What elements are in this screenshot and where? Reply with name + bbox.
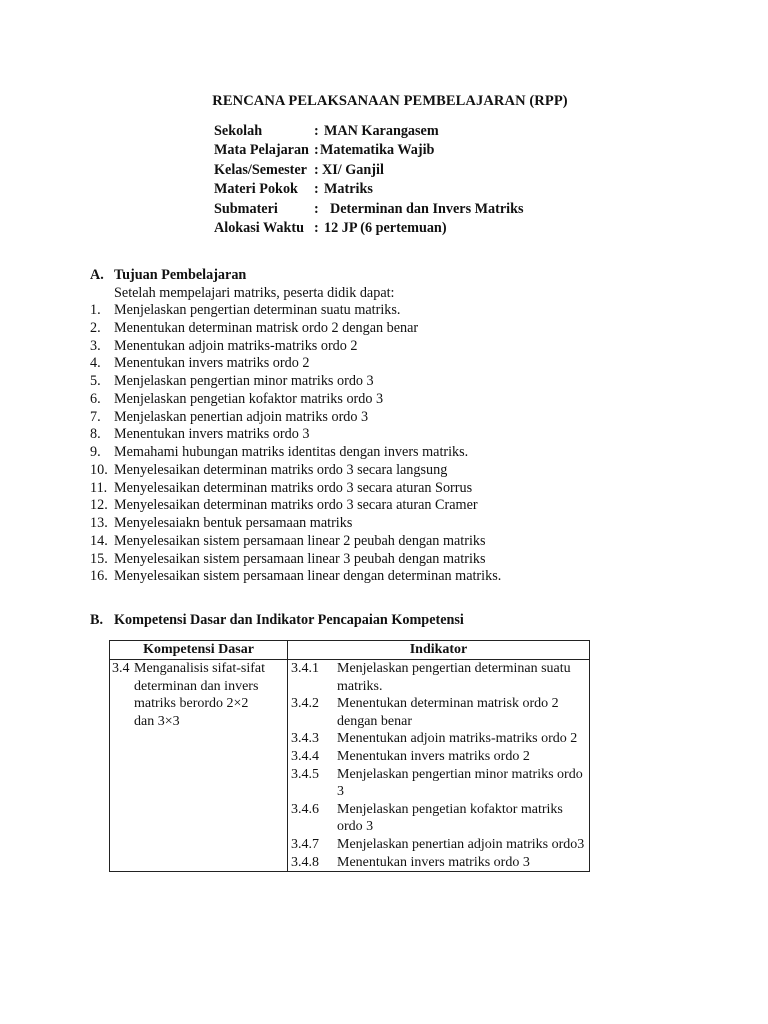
indicator-item: [291, 730, 585, 748]
list-item-number: 16.: [90, 568, 108, 585]
indicator-item: [291, 801, 585, 836]
indicator-code: 3.4.2: [291, 696, 319, 712]
list-item-number: 13.: [90, 515, 108, 531]
list-item-text: Menentukan invers matriks ordo 3: [114, 426, 310, 443]
meta-label: Materi Pokok: [214, 181, 298, 198]
list-item-number: 9.: [90, 444, 101, 460]
meta-label: Sekolah: [214, 123, 263, 139]
indicator-text: Menjelaskan pengertian determinan suatu matriks.: [337, 661, 571, 694]
list-item: [90, 391, 730, 409]
indicator-code: 3.4.4: [291, 748, 319, 764]
meta-label: Alokasi Waktu: [214, 219, 305, 236]
section-letter: A.: [90, 267, 104, 283]
list-item: [90, 373, 730, 391]
list-item-text: Menentukan adjoin matriks-matriks ordo 2: [114, 337, 358, 354]
list-item-text: Menentukan determinan matrisk ordo 2 dengan benar: [114, 319, 419, 336]
document-title: RENCANA PELAKSANAAN PEMBELAJARAN (RPP): [212, 93, 568, 109]
list-item-text: Memahami hubungan matriks identitas dengan invers matriks.: [114, 444, 469, 460]
list-item-text: Menyelesaikan sistem persamaan linear 2 peubah dengan matriks: [114, 532, 486, 549]
meta-row-subtopic: Submateri : Determinan dan Invers Matriks: [214, 200, 524, 219]
meta-row-class: Kelas/Semester : XI/ Ganjil: [214, 161, 524, 180]
indicator-text: Menentukan adjoin matriks-matriks ordo 2: [337, 731, 578, 747]
list-item-number: 11.: [90, 479, 108, 496]
list-item-text: Menyelesaiakn bentuk persamaan matriks: [114, 515, 353, 531]
list-item: [90, 480, 730, 498]
list-item-text: Menentukan invers matriks ordo 2: [114, 355, 310, 372]
table-row: [110, 660, 590, 872]
meta-value: MAN Karangasem: [324, 123, 439, 139]
competency-code: 3.4: [112, 661, 130, 676]
section-title: Kompetensi Dasar dan Indikator Pencapaian Kompetensi: [114, 612, 464, 628]
section-heading: [90, 611, 730, 629]
meta-value: XI/ Ganjil: [322, 161, 384, 178]
list-item-number: 8.: [90, 426, 101, 443]
indicator-code: 3.4.8: [291, 854, 319, 870]
meta-value: Matematika Wajib: [320, 142, 435, 159]
list-item-text: Menjelaskan pengertian determinan suatu matriks.: [114, 302, 401, 318]
list-item-text: Menyelesaikan sistem persamaan linear dengan determinan matriks.: [114, 568, 502, 585]
meta-row-topic: Materi Pokok : Matriks: [214, 180, 524, 199]
section-title: Tujuan Pembelajaran: [114, 267, 247, 283]
list-item: [90, 444, 730, 462]
list-item: [90, 462, 730, 480]
list-item-number: 6.: [90, 390, 101, 407]
indicator-item: [291, 854, 585, 872]
indicator-text: Menentukan invers matriks ordo 3: [337, 854, 530, 870]
competency-text-line: Menganalisis sifat-sifat: [134, 661, 266, 676]
competency-cell: [110, 660, 288, 872]
list-item-number: 1.: [90, 302, 101, 318]
list-item: [90, 497, 730, 515]
meta-row-subject: Mata Pelajaran : Matematika Wajib: [214, 141, 524, 160]
list-item-number: 15.: [90, 550, 108, 567]
section-intro: Setelah mempelajari matriks, peserta didik dapat:: [114, 285, 395, 301]
meta-value: Matriks: [324, 181, 373, 198]
indicator-code: 3.4.3: [291, 731, 319, 747]
indicator-code: 3.4.7: [291, 836, 319, 852]
indicator-text: Menjelaskan pengertian minor matriks ordo 3: [337, 766, 583, 800]
list-item: [90, 533, 730, 551]
indicator-code: 3.4.6: [291, 801, 319, 817]
indicator-item: [291, 660, 585, 695]
indicator-text: Menentukan invers matriks ordo 2: [337, 748, 530, 764]
indicator-text: Menjelaskan penertian adjoin matriks ordo3: [337, 836, 585, 852]
list-item: [90, 551, 730, 569]
indicator-text: Menentukan determinan matrisk ordo 2 dengan benar: [337, 696, 559, 729]
meta-row-school: Sekolah : MAN Karangasem: [214, 122, 524, 141]
meta-label: Submateri: [214, 200, 278, 217]
section-heading: [90, 266, 730, 284]
meta-value: Determinan dan Invers Matriks: [330, 200, 524, 217]
indicator-item: [291, 695, 585, 730]
indicator-item: [291, 766, 585, 801]
objectives-list: [90, 302, 730, 586]
list-item-number: 12.: [90, 497, 108, 514]
indicator-list: [288, 660, 589, 871]
column-header-indicator: Indikator: [288, 641, 590, 660]
list-item-text: Menjelaskan pengertian minor matriks ordo 3: [114, 373, 374, 389]
indicator-text: Menjelaskan pengetian kofaktor matriks ordo 3: [337, 801, 563, 835]
list-item: [90, 302, 730, 320]
competency-text-line: matriks berordo 2×2: [134, 696, 249, 712]
list-item: [90, 515, 730, 533]
list-item: [90, 426, 730, 444]
indicator-cell: [288, 660, 590, 872]
list-item: [90, 338, 730, 356]
list-item-text: Menjelaskan pengetian kofaktor matriks ordo 3: [114, 390, 384, 407]
competency-text-line: determinan dan invers: [134, 678, 259, 694]
list-item: [90, 568, 730, 586]
indicator-item: [291, 836, 585, 854]
lesson-meta: [214, 122, 524, 238]
section-letter: B.: [90, 612, 104, 628]
list-item-number: 14.: [90, 532, 108, 549]
competency-table: [109, 640, 590, 872]
list-item: [90, 320, 730, 338]
list-item-number: 2.: [90, 319, 101, 336]
meta-value: 12 JP (6 pertemuan): [324, 219, 447, 236]
competency-text-line: dan 3×3: [134, 713, 180, 729]
column-header-competency: Kompetensi Dasar: [110, 641, 288, 660]
list-item-number: 5.: [90, 373, 101, 389]
list-item-number: 4.: [90, 355, 101, 372]
indicator-code: 3.4.1: [291, 661, 319, 676]
section-competencies: [90, 611, 730, 629]
list-item: [90, 409, 730, 427]
list-item-text: Menyelesaikan sistem persamaan linear 3 peubah dengan matriks: [114, 550, 486, 567]
meta-label: Kelas/Semester: [214, 161, 307, 178]
list-item: [90, 355, 730, 373]
list-item-text: Menyelesaikan determinan matriks ordo 3 secara langsung: [114, 461, 448, 478]
indicator-item: [291, 748, 585, 766]
list-item-number: 10.: [90, 461, 108, 478]
list-item-text: Menyelesaikan determinan matriks ordo 3 secara aturan Sorrus: [114, 479, 473, 496]
indicator-code: 3.4.5: [291, 766, 319, 782]
list-item-text: Menjelaskan penertian adjoin matriks ordo 3: [114, 408, 369, 425]
section-learning-objectives: [90, 266, 730, 586]
list-item-text: Menyelesaikan determinan matriks ordo 3 secara aturan Cramer: [114, 497, 478, 514]
meta-label: Mata Pelajaran: [214, 142, 309, 159]
meta-row-time: Alokasi Waktu : 12 JP (6 pertemuan): [214, 219, 524, 238]
list-item-number: 3.: [90, 337, 101, 354]
list-item-number: 7.: [90, 408, 101, 425]
